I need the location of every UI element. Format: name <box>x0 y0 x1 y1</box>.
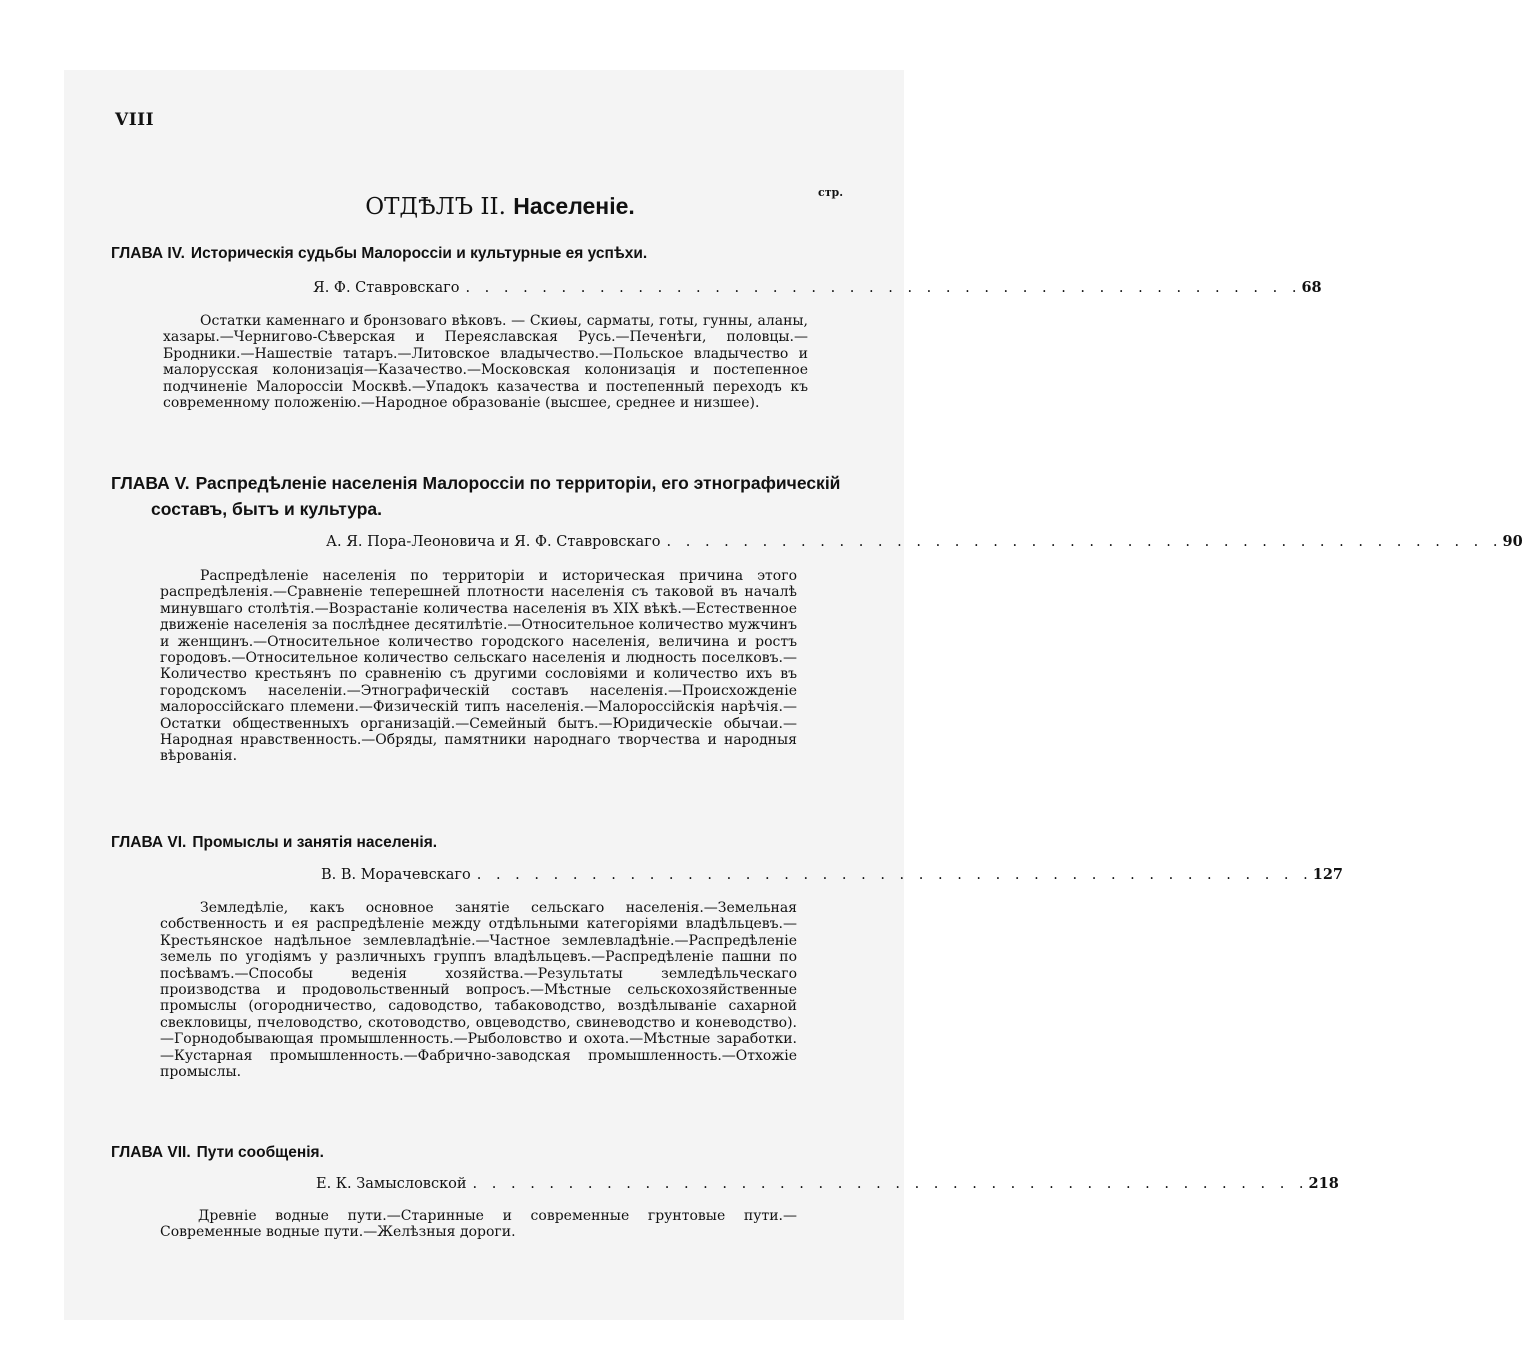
section-title <box>0 193 1000 220</box>
chapter-summary: Земледѣліе, какъ основное занятіе сельскаго населенія.—Земельная собственность и ея распредѣленіе между отдѣльными категоріями владѣльцевъ.—Крестьянское надѣльное землевладѣніе.—Частное землевладѣніе.—Распредѣленіе земель по угодіямъ у различныхъ группъ владѣльцевъ.—Распредѣленіе пашни по посѣвамъ.—Способы веденія хозяйства.—Результаты земледѣльческаго производства и продовольственный вопросъ.—Мѣстные сельскохозяйственные промыслы (огородничество, садоводство, табаководство, воздѣлываніе сахарной свекловицы, пчеловодство, скотоводство, овцеводство, свиневодство и коневодство).—Горнодобывающая промышленность.—Рыболовство и охота.—Мѣстные заработки.—Кустарная промышленность.—Фабрично-заводская промышленность.—Отхожіе промыслы. <box>160 900 797 1081</box>
page-column-label: стр. <box>818 186 844 199</box>
chapter-author-row <box>313 279 1322 296</box>
chapter-author: Е. К. Замысловской <box>316 1176 467 1192</box>
page-number: VIII <box>115 110 155 130</box>
chapter-author: В. В. Морачевскаго <box>321 867 471 883</box>
chapter-title: Распредѣленіе населенія Малороссіи по территоріи, его этнографическій составъ, бытъ и культура. <box>151 473 841 519</box>
chapter-page: 127 <box>1312 866 1344 883</box>
chapter-summary: Распредѣленіе населенія по территоріи и историческая причина этого распредѣленія.—Сравненіе теперешней плотности населенія съ таковой въ началѣ минувшаго столѣтія.—Возрастаніе количества населенія въ XIX вѣкѣ.—Естественное движеніе населенія за послѣднее десятилѣтіе.—Относительное количество мужчинъ и женщинъ.—Относительное количество городского населенія, величина и ростъ городовъ.—Относительное количество сельскаго населенія и людность поселковъ.—Количество крестьянъ по сравненію съ другими сословіями и количество ихъ въ городскомъ населеніи.—Этнографическій составъ населенія.—Происхожденіе малороссійскаго племени.—Физическій типъ населенія.—Малороссійскія нарѣчія.—Остатки общественныхъ организацій.—Семейный бытъ.—Юридическіе обычаи.—Народная нравственность.—Обряды, памятники народнаго творчества и народныя вѣрованія. <box>160 568 797 765</box>
chapter-summary: Остатки каменнаго и бронзоваго вѣковъ. — Скиѳы, сарматы, готы, гунны, аланы, хазары.—Черниговo-Сѣверская и Переяславская Русь.—Печенѣги, половцы.—Бродники.—Нашествіе татаръ.—Литовское владычество.—Польское владычество и малорусская колонизація—Казачество.—Московская колонизація и постепенное подчиненіе Малороссіи Москвѣ.—Упадокъ казачества и постепенный переходъ къ современному положенію.—Народное образованіе (высшее, среднее и низшее). <box>163 313 808 412</box>
chapter-heading <box>111 470 846 522</box>
chapter-page: 90 <box>1502 533 1523 550</box>
dot-leader: . . . . . . . . . . . . . . . . . . . . . . . . . . . . . . . . . . . . . . . . . . . . <box>465 280 1302 296</box>
chapter-author-row <box>316 1175 1339 1192</box>
chapter-summary: Древніе водные пути.—Старинные и современные грунтовые пути.—Современные водные пути.—Желѣзныя дороги. <box>160 1208 797 1241</box>
chapter-author-row <box>326 533 1523 550</box>
chapter-author-row <box>321 866 1344 883</box>
chapter-author: А. Я. Пора-Леоновича и Я. Ф. Ставровскаго <box>326 534 661 550</box>
chapter-title: Промыслы и занятія населенія. <box>192 834 438 851</box>
chapter-page: 218 <box>1308 1175 1339 1192</box>
chapter-heading <box>111 241 811 266</box>
chapter-title: Пути сообщенія. <box>196 1144 324 1161</box>
chapter-page: 68 <box>1301 279 1322 296</box>
chapter-heading <box>111 830 811 855</box>
section-name: Населеніе. <box>513 193 635 219</box>
chapter-label: ГЛАВА VII. <box>111 1144 191 1161</box>
chapter-title: Историческія судьбы Малороссіи и культурные ея успѣхи. <box>190 245 648 262</box>
dot-leader: . . . . . . . . . . . . . . . . . . . . . . . . . . . . . . . . . . . . . . . . . . . . <box>472 1176 1309 1192</box>
chapter-label: ГЛАВА VI. <box>111 834 187 851</box>
chapter-label: ГЛАВА IV. <box>111 245 185 262</box>
section-label: ОТДѢЛЪ II. <box>365 194 506 220</box>
dot-leader: . . . . . . . . . . . . . . . . . . . . . . . . . . . . . . . . . . . . . . . . . . . . <box>476 867 1313 883</box>
chapter-heading <box>111 1140 811 1165</box>
chapter-author: Я. Ф. Ставровскаго <box>313 280 460 296</box>
dot-leader: . . . . . . . . . . . . . . . . . . . . . . . . . . . . . . . . . . . . . . . . . . . . <box>666 534 1503 550</box>
chapter-label: ГЛАВА V. <box>111 473 190 493</box>
